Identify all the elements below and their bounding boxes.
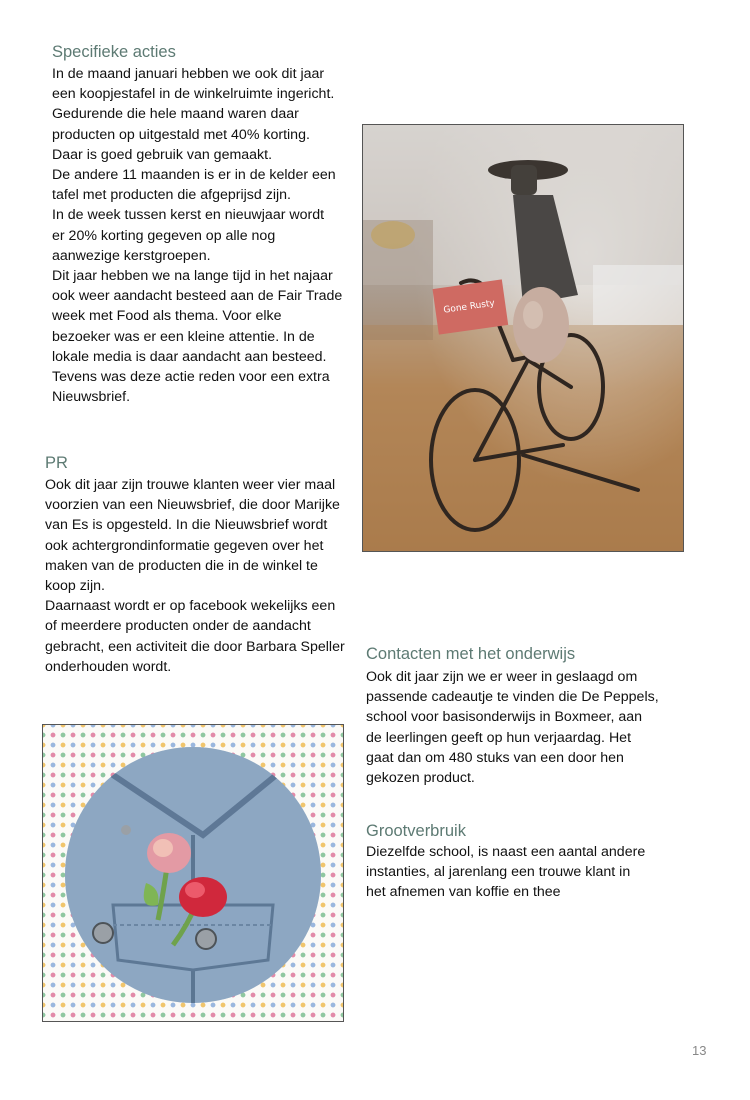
tag-label: Gone Rusty bbox=[442, 298, 496, 316]
heading-specifieke-acties: Specifieke acties bbox=[52, 43, 176, 61]
heading-grootverbruik: Grootverbruik bbox=[366, 822, 466, 840]
paragraph-specifieke-acties: In de maand januari hebben we ook dit jaar een koopjestafel in de winkelruimte ingericht. Gedurende die hele maand waren daar producten op uitgestald met 40% korting. Daar is goed gebruik van gemaakt. De andere 11 maanden is er in de kelder een tafel met producten die afgeprijsd zijn. In de week tussen kerst en nieuwjaar wordt er 20% korting gegeven op alle nog aanwezige kerstgroepen. Dit jaar hebben we na lange tijd in het najaar ook weer aandacht besteed aan de Fair Trade week met Food als thema. Voor elke bezoeker was er een kleine attentie. In de lokale media is daar aandacht aan besteed. Tevens was deze actie reden voor een extra Nieuwsbrief. bbox=[52, 66, 343, 406]
paragraph-grootverbruik: Diezelfde school, is naast een aantal andere instanties, al jarenlang een trouwe klant in het afnemen van koffie en thee bbox=[366, 844, 646, 901]
photo-bicycle-sculpture bbox=[362, 124, 684, 552]
heading-pr: PR bbox=[45, 454, 68, 472]
paragraph-contacten-onderwijs: Ook dit jaar zijn we er weer in geslaagd om passende cadeautje te vinden die De Peppels, school voor basisonderwijs in Boxmeer, aan de leerlingen geeft op hun verjaardag. Het gaat dan om 480 stuks van een door hen gekozen product. bbox=[366, 669, 659, 787]
heading-contacten-onderwijs: Contacten met het onderwijs bbox=[366, 645, 576, 663]
photo-denim-tulips bbox=[42, 724, 344, 1022]
page-number: 13 bbox=[692, 1043, 707, 1058]
paragraph-pr: Ook dit jaar zijn trouwe klanten weer vier maal voorzien van een Nieuwsbrief, die door Marijke van Es is opgesteld. In die Nieuwsbrief wordt ook achtergrondinformatie gegeven over het maken van de producten die in de winkel te koop zijn. Daarnaast wordt er op facebook wekelijks een of meerdere producten onder de aandacht gebracht, een activiteit die door Barbara Speller onderhouden wordt. bbox=[45, 477, 345, 675]
